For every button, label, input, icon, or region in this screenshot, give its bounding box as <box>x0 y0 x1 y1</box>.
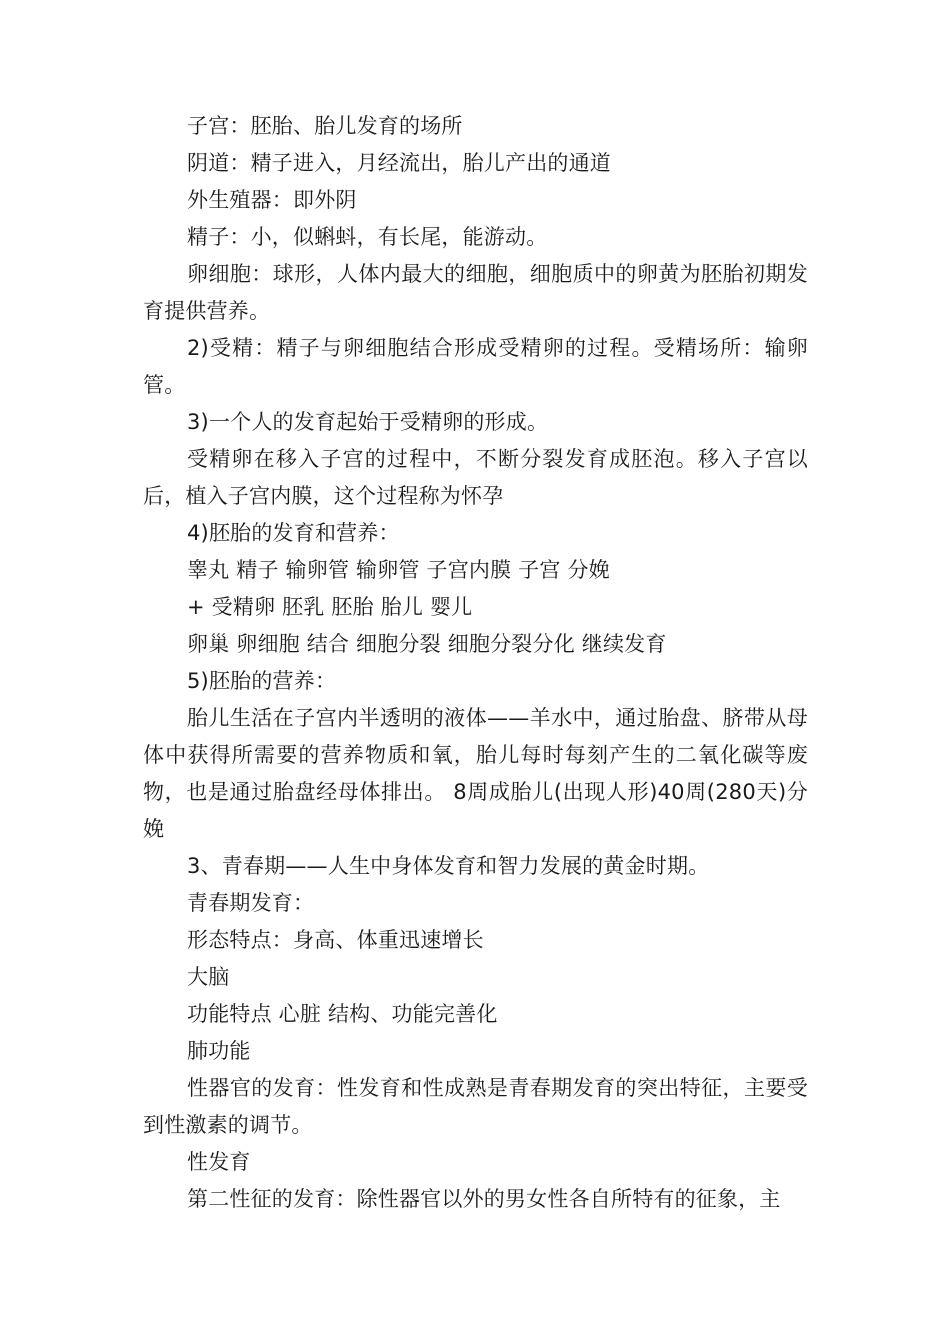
paragraph-fertilization: 2)受精：精子与卵细胞结合形成受精卵的过程。受精场所：输卵管。 <box>143 336 808 397</box>
diagram-line-3: 卵巢 卵细胞 结合 细胞分裂 细胞分裂分化 继续发育 <box>187 632 667 656</box>
paragraph-development-start: 3)一个人的发育起始于受精卵的形成。 <box>187 410 549 434</box>
paragraph-uterus: 子宫：胚胎、胎儿发育的场所 <box>187 114 463 138</box>
paragraph-sperm: 精子：小，似蝌蚪，有长尾，能游动。 <box>187 225 548 249</box>
heading-puberty: 3、青春期——人生中身体发育和智力发展的黄金时期。 <box>187 854 710 878</box>
paragraph-lung: 肺功能 <box>187 1039 251 1063</box>
paragraph-fetal-nutrition: 胎儿生活在子宫内半透明的液体——羊水中，通过胎盘、脐带从母体中获得所需要的营养物质和氧，胎儿每时每刻产生的二氧化碳等废物，也是通过胎盘经母体排出。 8周成胎儿(出现人形)40周(280天)分娩 <box>143 706 808 841</box>
paragraph-function: 功能特点 心脏 结构、功能完善化 <box>187 1002 498 1026</box>
document-body <box>143 108 808 1218</box>
heading-embryo-nutrition: 5)胚胎的营养： <box>187 669 337 693</box>
paragraph-puberty-development: 青春期发育： <box>187 891 315 915</box>
diagram-line-2: + 受精卵 胚乳 胚胎 胎儿 婴儿 <box>187 595 473 619</box>
diagram-line-1: 睾丸 精子 输卵管 输卵管 子宫内膜 子宫 分娩 <box>187 558 610 582</box>
paragraph-egg-cell: 卵细胞：球形，人体内最大的细胞，细胞质中的卵黄为胚胎初期发育提供营养。 <box>143 262 808 323</box>
paragraph-vagina: 阴道：精子进入，月经流出，胎儿产出的通道 <box>187 151 611 175</box>
heading-embryo-development: 4)胚胎的发育和营养： <box>187 521 400 545</box>
paragraph-morphology: 形态特点：身高、体重迅速增长 <box>187 928 484 952</box>
paragraph-sex-organs: 性器官的发育：性发育和性成熟是青春期发育的突出特征，主要受到性激素的调节。 <box>143 1076 808 1137</box>
paragraph-sexual-development: 性发育 <box>187 1150 251 1174</box>
paragraph-pregnancy: 受精卵在移入子宫的过程中，不断分裂发育成胚泡。移入子宫以后，植入子宫内膜，这个过程称为怀孕 <box>143 447 808 508</box>
paragraph-brain: 大脑 <box>187 965 230 989</box>
paragraph-external-genitalia: 外生殖器：即外阴 <box>187 188 357 212</box>
paragraph-secondary-sex-characteristics: 第二性征的发育：除性器官以外的男女性各自所特有的征象，主 <box>187 1187 781 1211</box>
